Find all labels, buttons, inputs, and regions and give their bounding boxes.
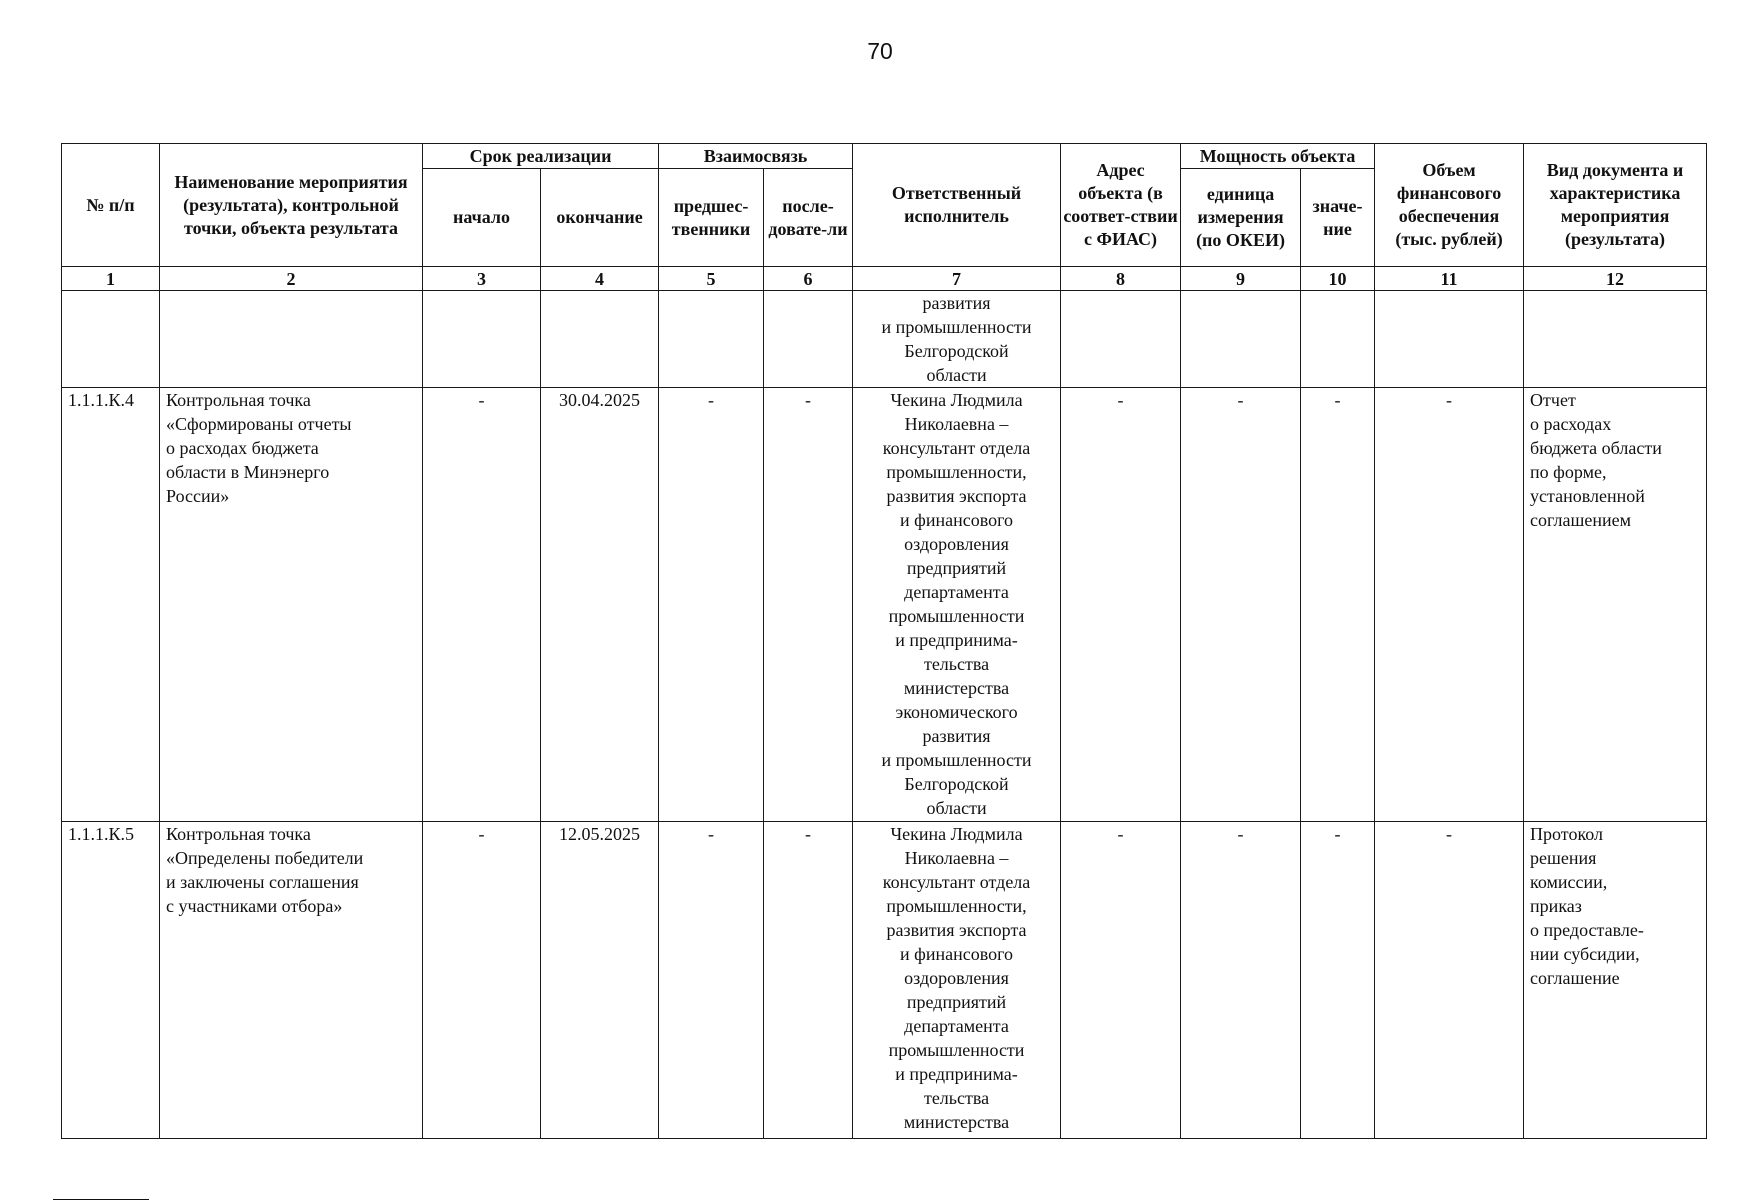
cell-start: - xyxy=(423,822,541,1139)
column-number: 4 xyxy=(541,267,659,291)
cell-successors xyxy=(764,291,853,388)
cell-responsible: Чекина Людмила Николаевна – консультант отдела промышленности, развития экспорта и финансового оздоровления предприятий департамента промышленности и предпринима- тельства министерства xyxy=(853,822,1061,1139)
cell-start xyxy=(423,291,541,388)
cell-financing: - xyxy=(1375,822,1524,1139)
column-number: 7 xyxy=(853,267,1061,291)
cell-document xyxy=(1524,291,1707,388)
header-link-group: Взаимосвязь xyxy=(659,144,853,169)
cell-document: Отчет о расходах бюджета области по форме, установленной соглашением xyxy=(1524,388,1707,822)
table-body xyxy=(62,291,1707,1139)
header-financing: Объем финансового обеспечения (тыс. рублей) xyxy=(1375,144,1524,267)
cell-predecessors: - xyxy=(659,388,764,822)
table-row xyxy=(62,822,1707,1139)
cell-address xyxy=(1061,291,1181,388)
header-responsible: Ответственный исполнитель xyxy=(853,144,1061,267)
column-number: 11 xyxy=(1375,267,1524,291)
header-unit: единица измерения (по ОКЕИ) xyxy=(1181,169,1301,267)
column-number: 6 xyxy=(764,267,853,291)
cell-end: 30.04.2025 xyxy=(541,388,659,822)
header-name: Наименование мероприятия (результата), контрольной точки, объекта результата xyxy=(160,144,423,267)
cell-successors: - xyxy=(764,822,853,1139)
cell-financing: - xyxy=(1375,388,1524,822)
column-number: 2 xyxy=(160,267,423,291)
cell-number: 1.1.1.К.4 xyxy=(62,388,160,822)
cell-number: 1.1.1.К.5 xyxy=(62,822,160,1139)
cell-name: Контрольная точка «Сформированы отчеты о расходах бюджета области в Минэнерго России» xyxy=(160,388,423,822)
header-start: начало xyxy=(423,169,541,267)
cell-name xyxy=(160,291,423,388)
header-end: окончание xyxy=(541,169,659,267)
column-number: 3 xyxy=(423,267,541,291)
column-number: 12 xyxy=(1524,267,1707,291)
header-value: значе-ние xyxy=(1301,169,1375,267)
cell-responsible: Чекина Людмила Николаевна – консультант отдела промышленности, развития экспорта и финансового оздоровления предприятий департамента промышленности и предпринима- тельства министерства экономического развития и промышленности Белгородской области xyxy=(853,388,1061,822)
header-document: Вид документа и характеристика мероприятия (результата) xyxy=(1524,144,1707,267)
cell-name: Контрольная точка «Определены победители и заключены соглашения с участниками отбора» xyxy=(160,822,423,1139)
column-number: 9 xyxy=(1181,267,1301,291)
column-number: 10 xyxy=(1301,267,1375,291)
cell-predecessors xyxy=(659,291,764,388)
cell-address: - xyxy=(1061,822,1181,1139)
cell-unit xyxy=(1181,291,1301,388)
table-row xyxy=(62,291,1707,388)
column-number: 8 xyxy=(1061,267,1181,291)
cell-number xyxy=(62,291,160,388)
cell-address: - xyxy=(1061,388,1181,822)
cell-document: Протокол решения комиссии, приказ о предоставле- нии субсидии, соглашение xyxy=(1524,822,1707,1139)
cell-end: 12.05.2025 xyxy=(541,822,659,1139)
activities-table xyxy=(61,143,1707,1139)
column-number: 5 xyxy=(659,267,764,291)
header-number: № п/п xyxy=(62,144,160,267)
cell-start: - xyxy=(423,388,541,822)
header-power-group: Мощность объекта xyxy=(1181,144,1375,169)
header-term-group: Срок реализации xyxy=(423,144,659,169)
cell-unit: - xyxy=(1181,822,1301,1139)
table-row xyxy=(62,388,1707,822)
cell-predecessors: - xyxy=(659,822,764,1139)
cell-value: - xyxy=(1301,388,1375,822)
cell-end xyxy=(541,291,659,388)
cell-value: - xyxy=(1301,822,1375,1139)
cell-unit: - xyxy=(1181,388,1301,822)
header-predecessors: предшес-твенники xyxy=(659,169,764,267)
cell-responsible: развития и промышленности Белгородской области xyxy=(853,291,1061,388)
column-number: 1 xyxy=(62,267,160,291)
header-successors: после-довате-ли xyxy=(764,169,853,267)
page-number: 70 xyxy=(867,38,893,64)
header-address: Адрес объекта (в соответ-ствии с ФИАС) xyxy=(1061,144,1181,267)
cell-financing xyxy=(1375,291,1524,388)
cell-successors: - xyxy=(764,388,853,822)
cell-value xyxy=(1301,291,1375,388)
